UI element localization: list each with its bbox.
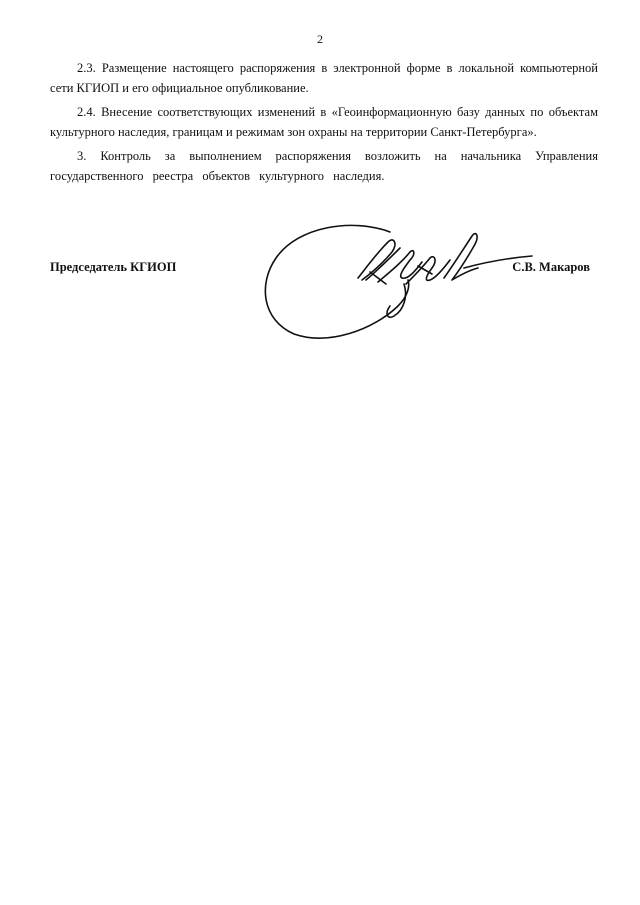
- document-body: [50, 58, 598, 190]
- paragraph-3: 3. Контроль за выполнением распоряжения возложить на начальника Управления государственного реестра объектов культурного наследия.: [50, 149, 598, 183]
- signer-name: С.В. Макаров: [512, 260, 590, 274]
- signer-title: Председатель КГИОП: [50, 260, 177, 274]
- paragraph-2-4: 2.4. Внесение соответствующих изменений в «Геоинформационную базу данных по объектам культурного наследия, границам и режимам зон охраны на территории Санкт-Петербурга».: [50, 105, 598, 139]
- paragraph-2-3: 2.3. Размещение настоящего распоряжения в электронной форме в локальной компьютерной сети КГИОП и его официальное опубликование.: [50, 61, 598, 95]
- handwritten-signature-icon: [258, 218, 538, 344]
- page-number: 2: [317, 32, 323, 46]
